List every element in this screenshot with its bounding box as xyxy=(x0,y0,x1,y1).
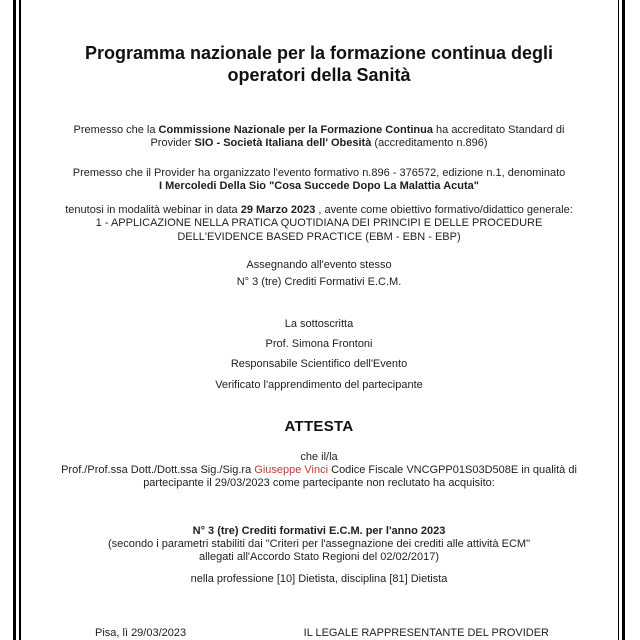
text-segment: Programma nazionale per la formazione continua degli xyxy=(84,43,554,63)
text-segment: Commissione Nazionale per la Formazione Continua xyxy=(158,124,433,136)
text-segment: (accreditamento n.896) xyxy=(371,137,488,150)
learning-verified-line: Verificato l'apprendimento del partecipante xyxy=(215,378,423,391)
profession-line: nella professione [10] Dietista, disciplina [81] Dietista xyxy=(190,572,448,585)
scientific-director-role: Responsabile Scientifico dell'Evento xyxy=(230,358,408,371)
text-segment: operatori della Sanità xyxy=(227,65,411,85)
text-segment: N° 3 (tre) Crediti formativi E.C.M. per l'anno 2023 xyxy=(192,524,446,537)
premise-accreditation-paragraph xyxy=(21,124,617,151)
footer-legal-representative-title: IL LEGALE RAPPRESENTANTE DEL PROVIDER xyxy=(303,626,549,639)
text-segment: (secondo i parametri stabiliti dai "Criteri per l'assegnazione dei crediti alle attività ECM" xyxy=(108,538,530,551)
text-segment: tenutosi in modalità webinar in data xyxy=(65,204,241,217)
credits-year-block xyxy=(21,525,617,565)
event-credits-line: N° 3 (tre) Crediti Formativi E.C.M. xyxy=(236,276,402,289)
assigning-line: Assegnando all'evento stesso xyxy=(246,259,392,272)
text-segment: , avente come obiettivo formativo/didattico generale: xyxy=(315,204,573,217)
footer-row xyxy=(21,627,617,640)
text-segment: Provider xyxy=(150,137,195,150)
text-segment: SIO - Società Italiana dell' Obesità xyxy=(194,137,372,150)
participant-clause xyxy=(21,451,617,491)
text-segment: partecipante il 29/03/2023 come partecipante non reclutato ha acquisito: xyxy=(143,477,495,490)
page-border-right-inner xyxy=(618,0,620,640)
footer-place-date: Pisa, lì 29/03/2023 xyxy=(95,626,187,639)
undersigned-line: La sottoscritta xyxy=(284,317,354,330)
premise-event-paragraph xyxy=(21,167,617,194)
page-border-left-outer xyxy=(13,0,16,640)
text-segment: I Mercoledi Della Sio "Cosa Succede Dopo La Malattia Acuta" xyxy=(159,179,479,192)
document-title xyxy=(47,42,592,86)
text-segment: DELL'EVIDENCE BASED PRACTICE (EBM - EBN - EBP) xyxy=(177,230,461,243)
text-segment: che il/la xyxy=(300,450,338,463)
text-segment: ha accreditato Standard di xyxy=(432,124,565,136)
text-segment: Codice Fiscale VNCGPP01S03D508E in qualità di xyxy=(328,464,577,477)
text-segment: allegati all'Accordo Stato Regioni del 02/02/2017) xyxy=(199,551,439,564)
page-border-right-outer xyxy=(622,0,625,640)
scientific-director-name: Prof. Simona Frontoni xyxy=(265,337,373,350)
text-segment: Premesso che il Provider ha organizzato l'evento formativo n.896 - 376572, edizione n.1, denominato xyxy=(72,166,566,179)
text-segment: Premesso che la xyxy=(73,124,159,136)
event-details-paragraph xyxy=(21,204,617,244)
certificate-content xyxy=(21,0,617,640)
attesta-heading: ATTESTA xyxy=(284,417,354,435)
text-segment: 29 Marzo 2023 xyxy=(240,204,316,217)
text-segment: Prof./Prof.ssa Dott./Dott.ssa Sig./Sig.ra xyxy=(61,464,255,477)
text-segment: Giuseppe Vinci xyxy=(254,464,329,477)
text-segment: 1 - APPLICAZIONE NELLA PRATICA QUOTIDIANA DEI PRINCIPI E DELLE PROCEDURE xyxy=(95,217,543,230)
